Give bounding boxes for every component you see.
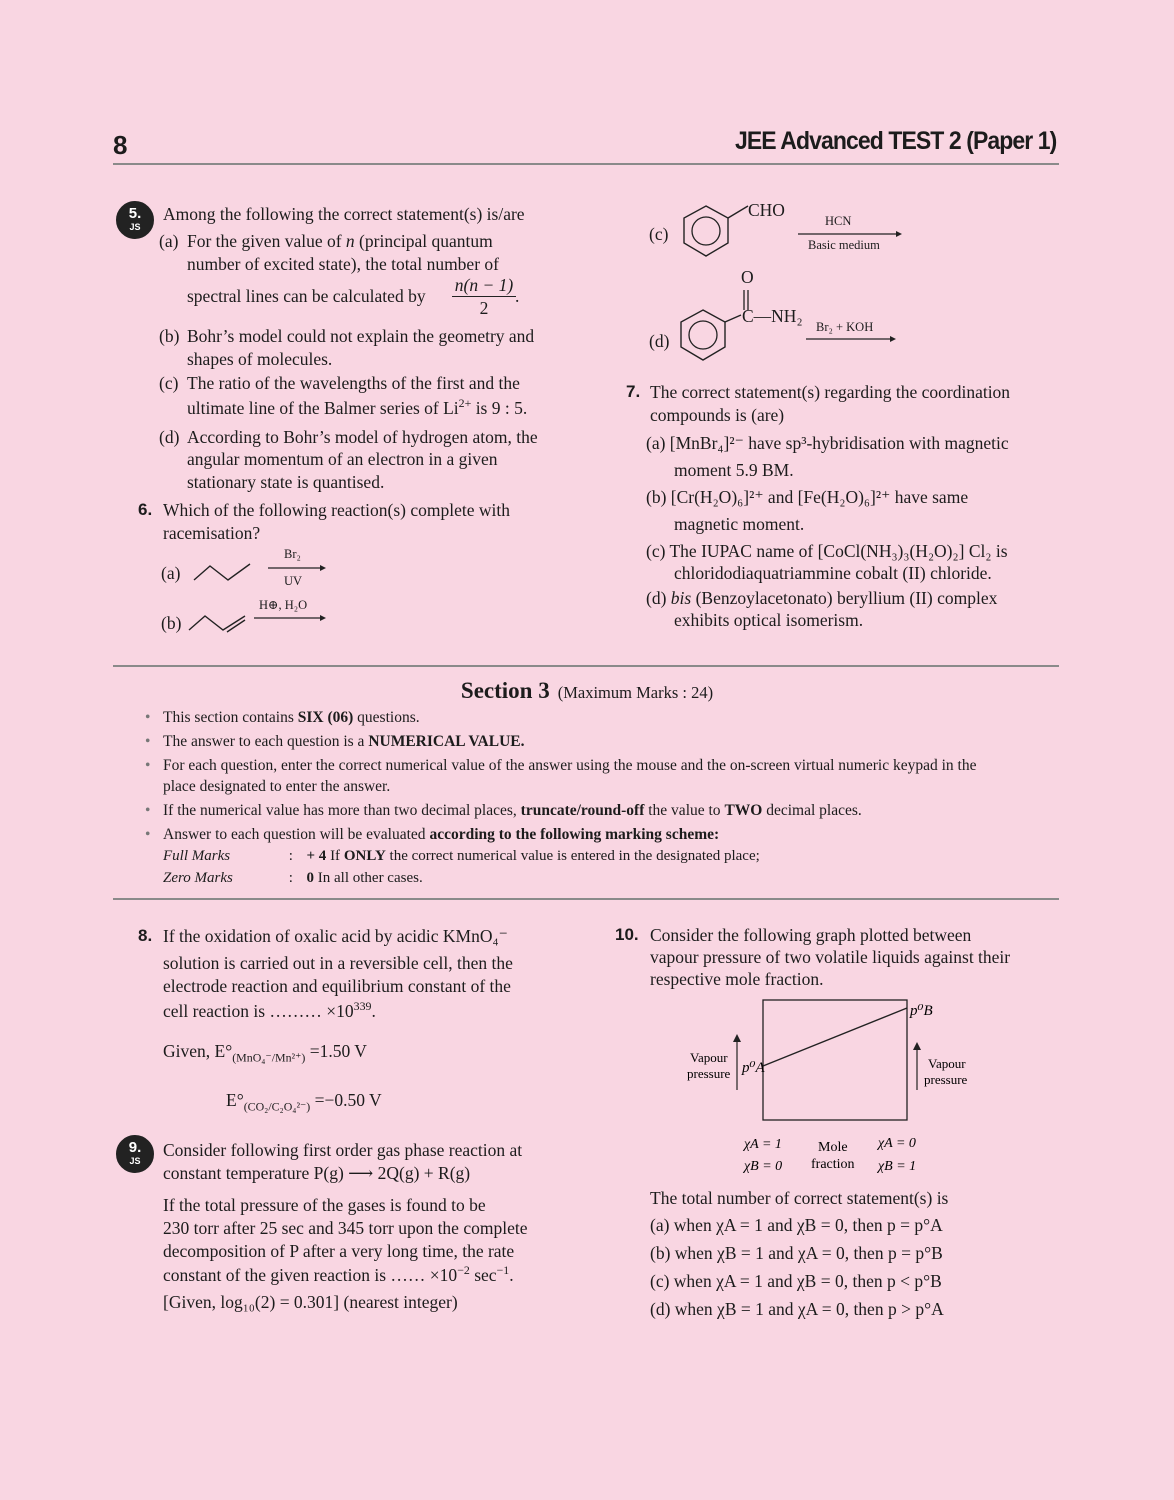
q8-line3: electrode reaction and equilibrium constant of the <box>163 976 511 996</box>
q5-option-d-line2: angular momentum of an electron in a given <box>187 449 498 469</box>
q7-line2: compounds is (are) <box>650 405 785 425</box>
badge-number: 5. <box>128 205 142 222</box>
header-rule <box>113 163 1059 165</box>
pA-label: p⁰A <box>742 1060 765 1076</box>
benzamide-structure <box>675 288 755 370</box>
q5-option-b-line2: shapes of molecules. <box>187 349 333 369</box>
q5-option-a-line1: For the given value of n (principal quantum <box>187 231 493 251</box>
q10-line2: vapour pressure of two volatile liquids against their <box>650 947 1011 967</box>
q6-a-reagent-bottom: UV <box>284 574 303 588</box>
page-title: JEE Advanced TEST 2 (Paper 1) <box>734 127 1056 155</box>
q10-option-d: (d) when χB = 1 and χA = 0, then p > p°A <box>650 1299 944 1319</box>
q6-c-reagent-top: HCN <box>825 214 852 228</box>
q5-option-b-line1: Bohr’s model could not explain the geometry and <box>187 326 535 346</box>
reaction-arrow <box>254 613 326 623</box>
total-pressure-line <box>763 1008 907 1066</box>
marking-zero: Zero Marks : 0 In all other cases. <box>163 870 423 886</box>
q10-line1: Consider the following graph plotted between <box>650 925 972 945</box>
q6-a-reagent-top: Br₂ <box>284 547 301 561</box>
section-heading <box>0 678 1174 704</box>
section-instruction: • For each question, enter the correct numerical value of the answer using the mouse and the on-screen virtual numeric keypad in the <box>163 756 976 776</box>
bottom-right-label-1: χA = 0 <box>878 1136 916 1151</box>
benzaldehyde-structure <box>678 200 758 266</box>
q9-line7: [Given, log₁₀(2) = 0.301] (nearest integer) <box>163 1292 458 1312</box>
left-axis-label-1: Vapour <box>690 1050 728 1065</box>
fraction-numerator: n(n − 1) <box>452 274 516 297</box>
q6-number: 6. <box>138 500 153 519</box>
graph-frame <box>763 1000 907 1120</box>
q5-option-c-label: (c) <box>159 373 179 393</box>
q5-option-b-label: (b) <box>159 326 180 346</box>
q10-number: 10. <box>615 925 639 944</box>
q10-line3: respective mole fraction. <box>650 969 824 989</box>
badge-tag: JS <box>129 222 141 232</box>
vapour-pressure-graph <box>680 990 990 1180</box>
q8-line2: solution is carried out in a reversible cell, then the <box>163 953 513 973</box>
alkene-skeletal-structure <box>187 610 249 634</box>
reaction-arrow <box>806 334 896 344</box>
q7-line1: The correct statement(s) regarding the coordination <box>650 382 1011 402</box>
bottom-mid-label-1: Mole <box>818 1140 848 1155</box>
q5-stem: Among the following the correct statement(s) is/are <box>163 204 525 224</box>
q9-line1: Consider following first order gas phase reaction at <box>163 1140 523 1160</box>
section-title: Section 3 <box>460 678 550 703</box>
q9-line2: constant temperature P(g) ⟶ 2Q(g) + R(g) <box>163 1163 471 1183</box>
q10-prompt: The total number of correct statement(s) is <box>650 1188 949 1208</box>
q6-d-carbonyl-oxygen: O <box>741 267 754 287</box>
left-axis-label-2: pressure <box>687 1066 731 1081</box>
q5-option-d-label: (d) <box>159 427 180 447</box>
q5-option-a-label: (a) <box>159 231 179 251</box>
section-marks: (Maximum Marks : 24) <box>557 683 714 702</box>
q8-given-2: $E^\circ_{(CO_2/C_2O_4^{2-})} =-0.50$ V <box>226 1090 382 1114</box>
q5-option-d-line1: According to Bohr’s model of hydrogen atom, the <box>187 427 538 447</box>
q9-line5: decomposition of P after a very long time, the rate <box>163 1241 515 1261</box>
q10-option-c: (c) when χA = 1 and χB = 0, then p < p°B <box>650 1271 942 1291</box>
alkane-skeletal-structure <box>192 560 254 584</box>
q8-number: 8. <box>138 926 153 945</box>
page-number: 8 <box>113 130 128 160</box>
q6-d-reagent-top: Br₂ + KOH <box>816 320 874 334</box>
pB-label: p⁰B <box>910 1003 933 1019</box>
q6-line2: racemisation? <box>163 523 261 543</box>
q6-line1: Which of the following reaction(s) complete with <box>163 500 510 520</box>
q7-option-a-line2: moment 5.9 BM. <box>674 460 794 480</box>
q6-option-c-label: (c) <box>649 224 669 244</box>
fraction-denominator: 2 <box>479 298 489 318</box>
marking-full: Full Marks : + 4 If ONLY the correct numerical value is entered in the designated place; <box>163 848 760 864</box>
q7-number: 7. <box>626 382 641 401</box>
q9-line4: 230 torr after 25 sec and 345 torr upon the complete <box>163 1218 528 1238</box>
q6-option-a-label: (a) <box>161 563 181 583</box>
q6-option-b-label: (b) <box>161 613 182 633</box>
q9-line6: constant of the given reaction is …… $\times 10^{-2}$ $\sec^{-1}$. <box>163 1263 514 1285</box>
q9-line3: If the total pressure of the gases is found to be <box>163 1195 486 1215</box>
q6-option-d-label: (d) <box>649 331 670 351</box>
section-instruction-continued: place designated to enter the answer. <box>163 778 391 795</box>
q7-option-d-line2: exhibits optical isomerism. <box>674 610 864 630</box>
bottom-right-label-2: χB = 1 <box>878 1159 917 1174</box>
q5-option-c-line2: ultimate line of the Balmer series of $Li^{2+}$ is 9 : 5. <box>187 396 528 418</box>
question-badge <box>116 201 154 239</box>
q10-option-b: (b) when χB = 1 and χA = 0, then p = p°B <box>650 1243 943 1263</box>
q6-c-group: CHO <box>748 200 785 220</box>
q7-option-a: (a) [MnBr₄]²⁻ have sp³-hybridisation with magnetic <box>646 433 1009 453</box>
q6-b-reagent-top: H⊕, H₂O <box>259 598 308 612</box>
q5-option-a-line3: spectral lines can be calculated by <box>187 286 426 306</box>
reaction-arrow <box>268 563 326 573</box>
q8-line4: cell reaction is ……… $\times 10^{339}$. <box>163 999 376 1021</box>
section-instruction: • This section contains SIX (06) questions. <box>163 708 420 728</box>
q10-option-a: (a) when χA = 1 and χB = 0, then p = p°A <box>650 1215 943 1235</box>
question-badge <box>116 1135 154 1173</box>
section-rule-bottom <box>113 898 1059 900</box>
q5-option-c-line1: The ratio of the wavelengths of the first and the <box>187 373 520 393</box>
q7-option-b: (b) [Cr(H₂O)₆]²⁺ and [Fe(H₂O)₆]²⁺ have same <box>646 487 969 507</box>
badge-tag: JS <box>129 1156 141 1166</box>
zero-marks-label: Zero Marks <box>163 870 233 886</box>
q5-option-a-line2: number of excited state), the total number of <box>187 254 499 274</box>
q8-line1: If the oxidation of oxalic acid by acidic KMnO₄⁻ <box>163 926 508 946</box>
q7-option-d: (d) bis (Benzoylacetonato) beryllium (II) complex <box>646 588 998 608</box>
bottom-left-label-1: χA = 1 <box>744 1137 782 1152</box>
q5-option-d-line3: stationary state is quantised. <box>187 472 385 492</box>
right-axis-label-2: pressure <box>924 1072 968 1087</box>
q7-option-b-line2: magnetic moment. <box>674 514 805 534</box>
bottom-left-label-2: χB = 0 <box>744 1159 783 1174</box>
section-instruction: • Answer to each question will be evaluated according to the following marking scheme: <box>163 825 719 845</box>
full-marks-label: Full Marks <box>163 848 231 864</box>
section-instruction: • If the numerical value has more than two decimal places, truncate/round-off the value to TWO decimal places. <box>163 801 862 821</box>
q7-option-c-line2: chloridodiaquatriammine cobalt (II) chloride. <box>674 563 992 583</box>
section-rule-top <box>113 665 1059 667</box>
q7-option-c: (c) The IUPAC name of [CoCl(NH₃)₃(H₂O)₂] Cl₂ is <box>646 541 1008 561</box>
q6-d-group: C—NH₂ <box>742 306 803 326</box>
bottom-mid-label-2: fraction <box>811 1157 855 1172</box>
period: . <box>515 286 520 306</box>
q8-given-1: Given, $E^\circ_{(MnO_4^-/Mn^{2+})} =1.50$ V <box>163 1041 367 1065</box>
right-axis-label-1: Vapour <box>928 1056 966 1071</box>
q6-c-reagent-bottom: Basic medium <box>808 238 880 252</box>
q5-fraction <box>452 274 516 319</box>
section-instruction: • The answer to each question is a NUMERICAL VALUE. <box>163 732 525 752</box>
badge-number: 9. <box>128 1139 142 1156</box>
